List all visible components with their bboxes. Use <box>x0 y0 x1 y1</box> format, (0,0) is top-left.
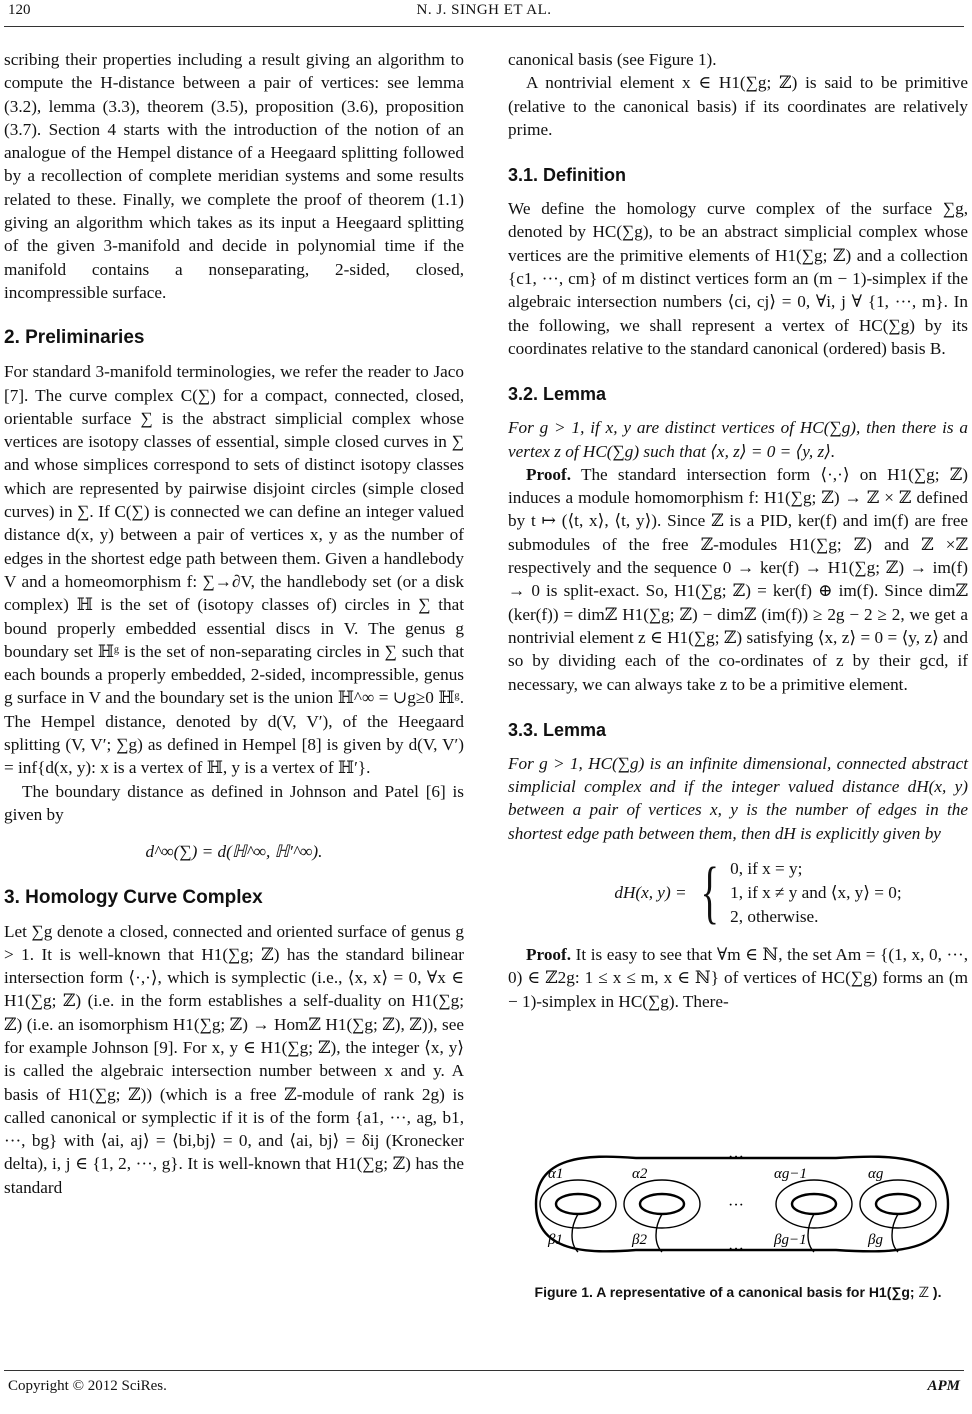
intro-paragraph: scribing their properties including a result giving an algorithm to compute the H-distance between a pair of vertices: see lemma (3.2), lemma (3.3), theorem (3.5), proposition (3.6), proposition (3.7). Section 4 starts with the introduction of the notion of an analogue of the Hempel distance of a Heegaard splitting followed by a recollection of complete meridian systems and some results related to these. Finally, we complete the proof of theorem (1.1) giving an algorithm which takes as its input a Heegaard splitting of the given 3-manifold and decide in polynomial time if the manifold contains a nonseparating, 2-sided, closed, incompressible surface. <box>4 50 464 302</box>
running-header <box>8 2 960 26</box>
alpha-curve-4 <box>860 1180 936 1228</box>
left-brace: { <box>700 854 719 932</box>
dots-middle: ··· <box>728 1197 744 1214</box>
page-number: 120 <box>8 2 31 18</box>
proof-body: The standard intersection form ⟨·,·⟩ on H1(∑g; ℤ) induces a module homomorphism f: H1(∑g; ℤ) → ℤ × ℤ defined by t ↦ (⟨t, x⟩, ⟨t, y⟩). Since ℤ is a PID, ker(f) and im(f) are free submodules of the free ℤ-modules H1(∑g; ℤ) and ℤ ×ℤ respectively and the sequence 0 → ker(f) → H1(∑g; ℤ) → im(f) → 0 is split-exact. So, H1(∑g; ℤ) = ker(f) ⊕ im(f). Since dimℤ (ker(f)) = dimℤ H1(∑g; ℤ) − dimℤ (im(f)) ≥ 2g − 2 ≥ 2, we get a nontrivial element z ∈ H1(∑g; ℤ) satisfying ⟨x, z⟩ = 0 = ⟨y, z⟩ and so by dividing each of the co-ordinates of z by their gcd, if necessary, we can always take z to be a primitive element. <box>508 464 968 694</box>
handle-hole-4 <box>876 1194 920 1214</box>
lemma-3-2-proof <box>508 463 968 696</box>
beta-curve-1 <box>572 1214 578 1252</box>
journal-abbrev: APM <box>927 1378 960 1394</box>
genus-surface-diagram <box>516 1148 968 1260</box>
case-zero: 0, if x = y; <box>730 859 803 879</box>
beta-curve-2 <box>656 1214 662 1252</box>
beta-label-3: βg−1 <box>774 1232 807 1248</box>
dots-top: ··· <box>728 1149 744 1166</box>
lemma-3-3-title: 3.3. Lemma <box>508 719 607 740</box>
copyright-notice: Copyright © 2012 SciRes. <box>8 1378 167 1394</box>
beta-label-1: β1 <box>548 1232 563 1248</box>
alpha-curve-3 <box>776 1180 852 1228</box>
lemma-3-2-title: 3.2. Lemma <box>508 384 607 405</box>
alpha-label-1: α1 <box>548 1166 564 1182</box>
lemma-3-3-statement: For g > 1, HC(∑g) is an infinite dimensional, connected abstract simplicial complex and if the integer valued distance dH(x, y) between a pair of vertices x, y is the number of edges in the shortest edge path between them, then dH is explicitly given by <box>508 753 968 843</box>
proof-label: Proof. <box>526 945 572 965</box>
beta-label-2: β2 <box>632 1232 647 1248</box>
section-3-title: 3. Homology Curve Complex <box>4 886 263 908</box>
figure-1-caption: Figure 1. A representative of a canonical basis for H1(∑g; ℤ ). <box>534 1284 942 1300</box>
alpha-curve-1 <box>540 1180 616 1228</box>
header-rule <box>4 26 964 27</box>
primitive-paragraph: A nontrivial element x ∈ H1(∑g; ℤ) is said to be primitive (relative to the canonical basis) if its coordinates are relatively prime. <box>508 73 968 139</box>
case-two: 2, otherwise. <box>730 907 819 927</box>
beta-curve-4 <box>892 1214 898 1252</box>
canonical-basis-line: canonical basis (see Figure 1). <box>508 50 717 69</box>
section-2-paragraph-2: The boundary distance as defined in Johnson and Patel [6] is given by <box>4 781 464 824</box>
distance-formula <box>548 854 968 932</box>
alpha-label-3: αg−1 <box>774 1166 807 1182</box>
page-footer <box>8 1378 960 1398</box>
section-3-paragraph-1: Let ∑g denote a closed, connected and oriented surface of genus g > 1. It is well-known that H1(∑g; ℤ) has the standard bilinear intersection form ⟨·,·⟩, which is symplectic (i.e., ⟨x, x⟩ = 0, ∀x ∈ H1(∑g; ℤ) (i.e. in the form establishes a self-duality on H1(∑g; ℤ) (i.e. an isomorphism H1(∑g; ℤ) → Homℤ H1(∑g; ℤ), ℤ)), see for example Johnson [9]. For x, y ∈ H1(∑g; ℤ), the integer ⟨x, y⟩ is called the algebraic intersection number between x and y. A basis of H1(∑g; ℤ)) (which is a free ℤ-module of rank 2g) is called canonical or symplectic if it is of the form {a1, ···, ag, b1, ···, bg} with ⟨ai, aj⟩ = ⟨bi,bj⟩ = 0, and ⟨ai, bj⟩ = δij (Kronecker delta), i, j ∈ {1, 2, ···, g}. It is well-known that H1(∑g; ℤ) has the standard <box>4 921 464 1197</box>
beta-curve-3 <box>808 1214 814 1252</box>
figure-1-surface <box>516 1148 968 1260</box>
left-column <box>4 48 464 1199</box>
definition-3-1-title: 3.1. Definition <box>508 165 627 186</box>
distance-formula-lhs: dH(x, y) = <box>614 883 687 903</box>
boundary-distance-equation: d^∞(∑) = d(ℍ^∞, ℍ′^∞). <box>145 842 323 862</box>
footer-rule <box>4 1370 964 1371</box>
proof-body: It is easy to see that ∀m ∈ ℕ, the set Am = {(1, x, 0, ···, 0) ∈ ℤ2g: 1 ≤ x ≤ m, x ∈ ℕ} of vertices of HC(∑g) forms an (m − 1)-simplex in HC(∑g). There- <box>508 945 969 1011</box>
alpha-label-4: αg <box>868 1166 884 1182</box>
proof-label: Proof. <box>526 464 572 484</box>
section-2-paragraph-1: For standard 3-manifold terminologies, we refer the reader to Jaco [7]. The curve complex C(∑) for a compact, connected, closed, orientable surface ∑ is the abstract simplicial complex whose vertices are isotopy classes of essential, simple closed curves in ∑ and whose simplices correspond to sets of distinct isotopy classes which are represented by pairwise disjoint circles (simple closed curves) in ∑. If C(∑) is connected we can define an integer valued distance d(x, y) between a pair of vertices x, y as the number of edges in the shortest edge path between them. Given a handlebody V and a homeomorphism f: ∑→∂V, the handlebody set (or a disk complex) ℍ is the set of (isotopy classes of) circles in ∑ that bound properly embedded essential discs in V. The genus g boundary set ℍᵍ is the set of non-separating circles in ∑ such that each bounds a properly embedded, 2-sided, incompressible, genus g surface in V and the boundary set is the union ℍ^∞ = ∪g≥0 ℍᵍ. The Hempel distance, denoted by d(V, V′), of the Heegaard splitting (V, V′; ∑g) as defined in Hempel [8] is given by d(V, V′) = inf{d(x, y): x is a vertex of ℍ, y is a vertex of ℍ′}. <box>4 362 464 778</box>
handle-hole-1 <box>556 1194 600 1214</box>
dots-bottom: ··· <box>728 1241 744 1258</box>
case-one: 1, if x ≠ y and ⟨x, y⟩ = 0; <box>730 883 902 903</box>
handle-hole-2 <box>640 1194 684 1214</box>
lemma-3-2-statement: For g > 1, if x, y are distinct vertices of HC(∑g), then there is a vertex z of HC(∑g) such that ⟨x, z⟩ = 0 = ⟨y, z⟩. <box>508 418 968 461</box>
beta-label-4: βg <box>868 1232 883 1248</box>
running-authors: N. J. SINGH ET AL. <box>416 2 552 18</box>
right-column <box>508 48 968 1013</box>
alpha-curve-2 <box>624 1180 700 1228</box>
definition-3-1-text: We define the homology curve complex of the surface ∑g, denoted by HC(∑g), to be an abstract simplicial complex whose vertices are the primitive elements of H1(∑g; ℤ) and a collection {c1, ···, cm} of m distinct vertices form an (m − 1)-simplex if the algebraic intersection numbers ⟨ci, cj⟩ = 0, ∀i, j ∀ {1, ···, m}. In the following, we shall represent a vertex of HC(∑g) by its coordinates relative to the standard canonical (ordered) basis B. <box>508 199 968 358</box>
alpha-label-2: α2 <box>632 1166 648 1182</box>
section-2-title: 2. Preliminaries <box>4 327 145 349</box>
distance-cases <box>730 857 901 929</box>
lemma-3-3-proof <box>508 943 968 1013</box>
handle-hole-3 <box>792 1194 836 1214</box>
